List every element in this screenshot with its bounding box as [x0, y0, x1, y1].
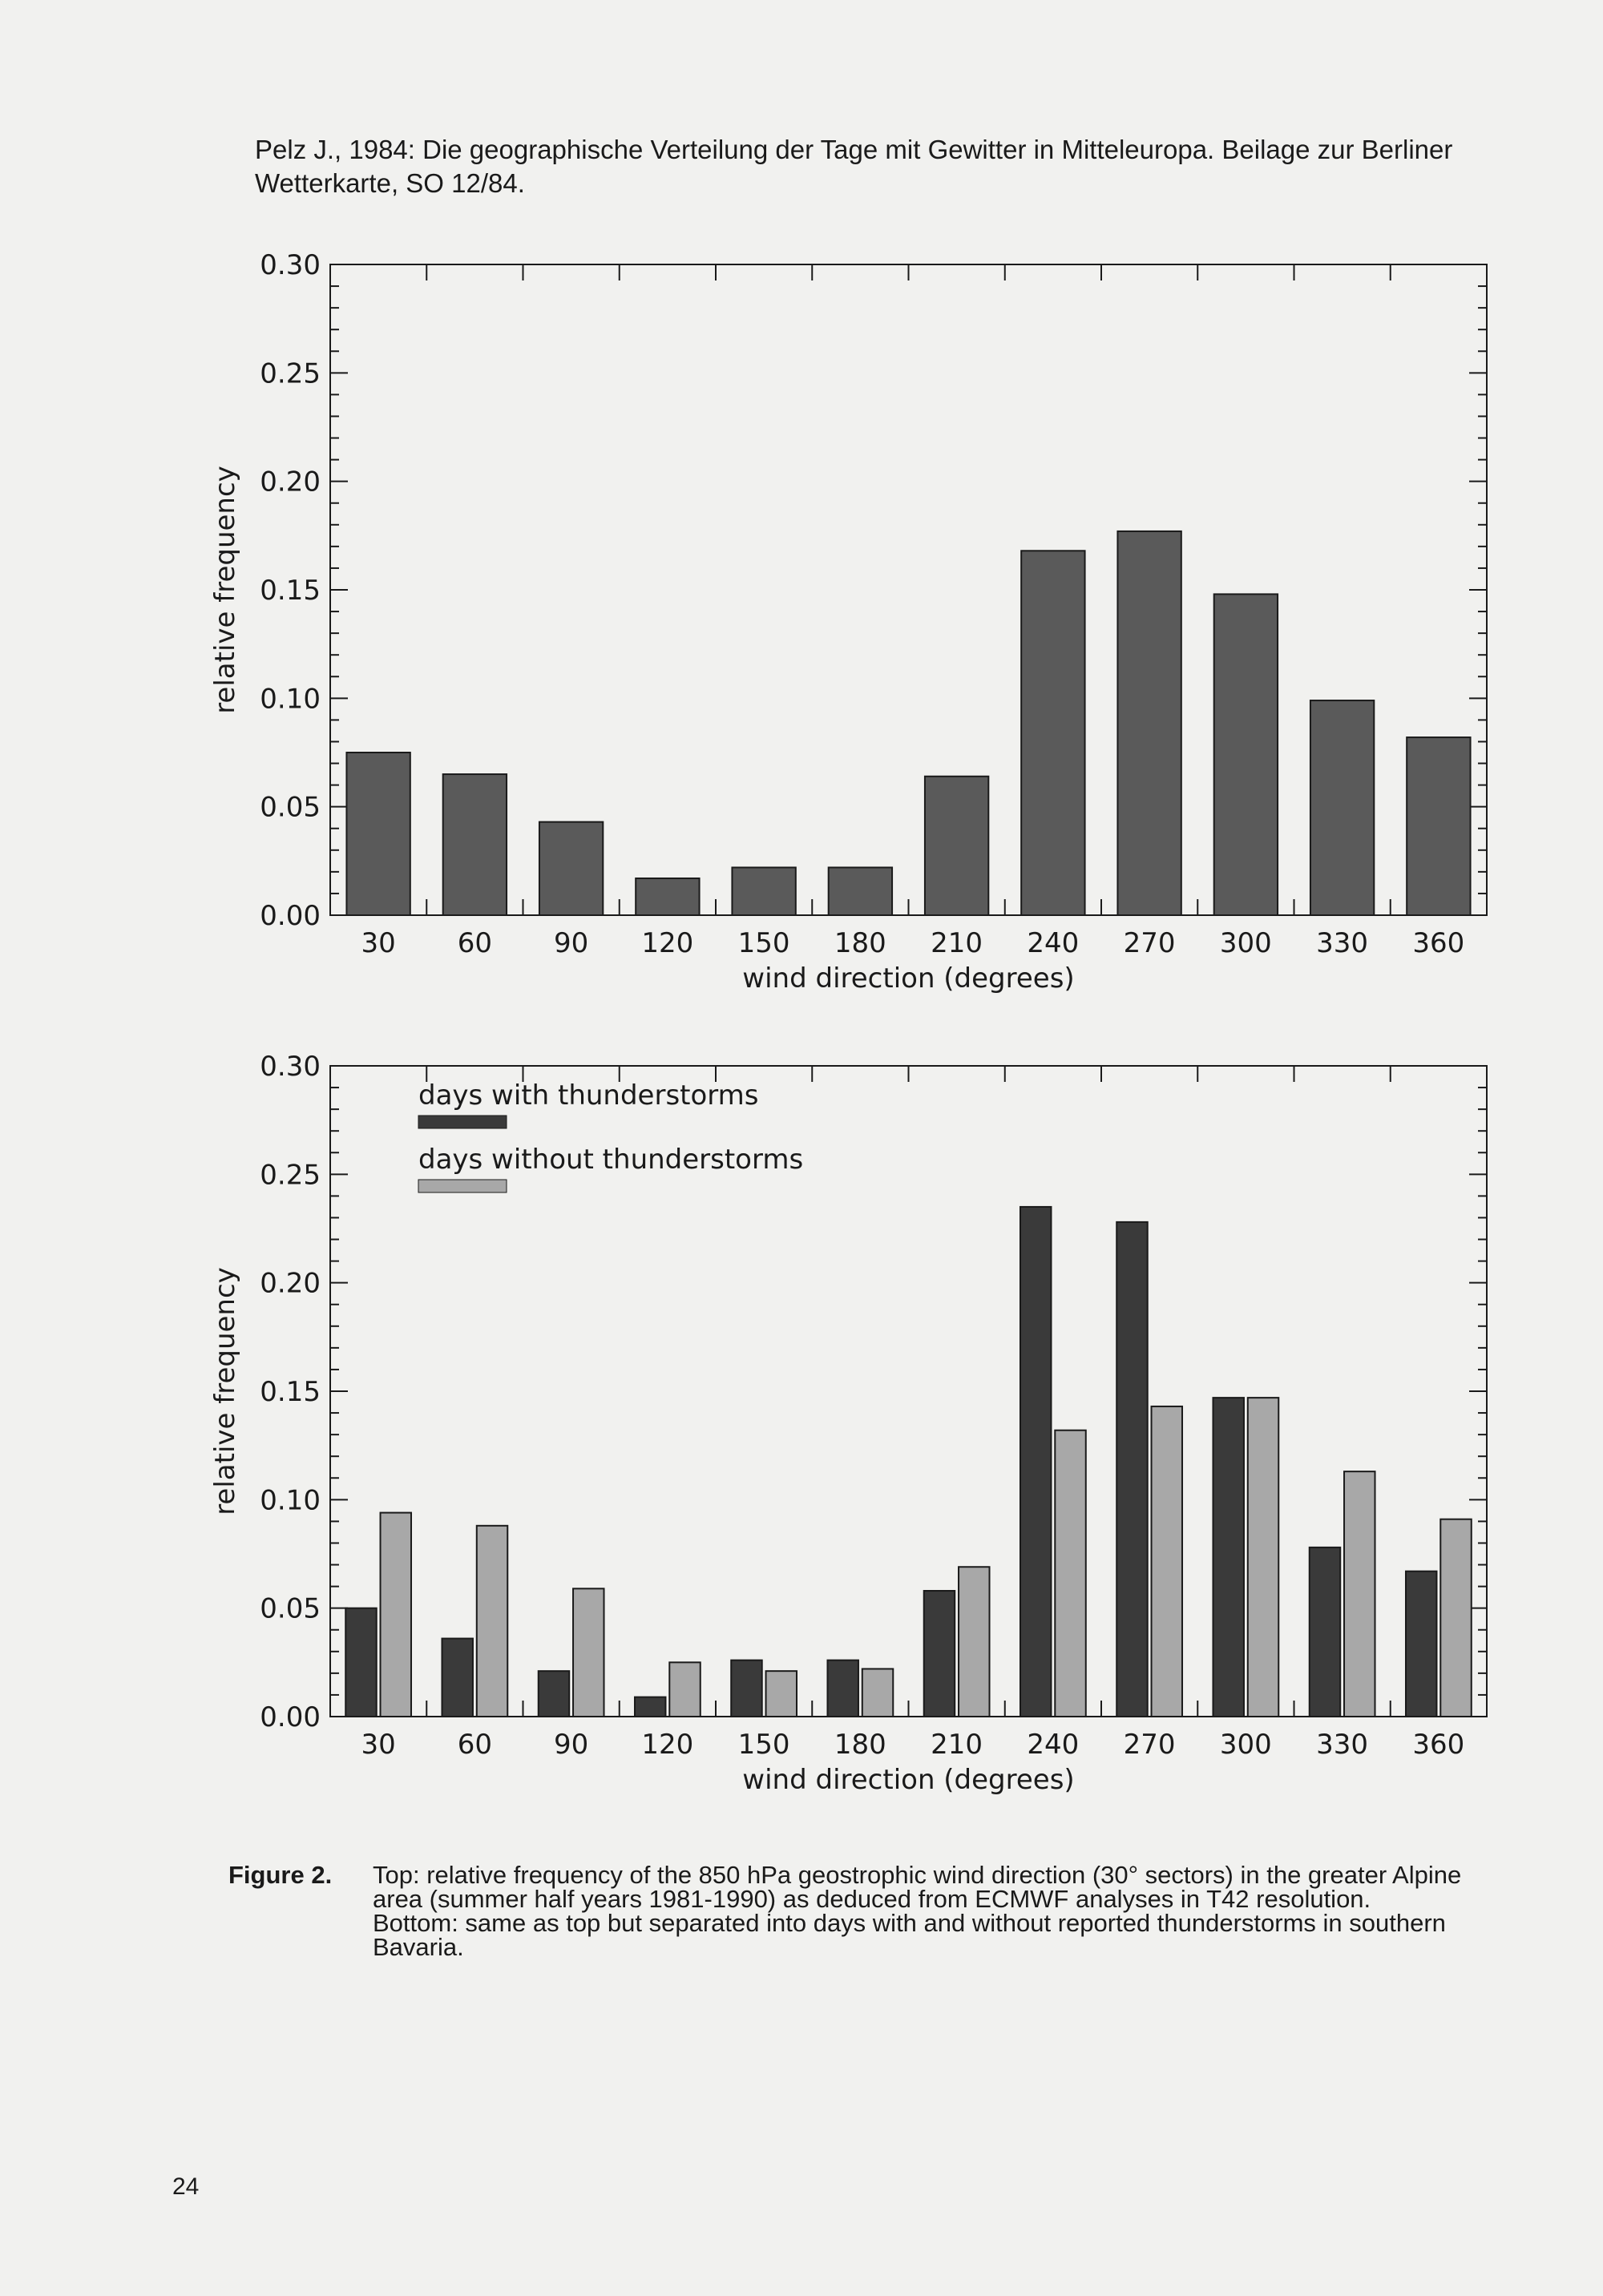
bar-without-300 — [1248, 1398, 1278, 1717]
y-tick-label: 0.10 — [260, 1484, 321, 1517]
caption-line-bottom: Bottom: same as top but separated into days with and without reported thunderstorms in southern Bavaria. — [373, 1909, 1446, 1961]
x-axis-label: wind direction (degrees) — [742, 1764, 1075, 1796]
bar-without-60 — [477, 1526, 507, 1717]
y-tick-label: 0.30 — [260, 1051, 321, 1083]
x-tick-label: 90 — [553, 1729, 589, 1761]
bar-with-90 — [539, 1671, 569, 1717]
y-tick-label: 0.20 — [260, 466, 321, 498]
bar-without-90 — [573, 1588, 604, 1717]
caption-line-top: Top: relative frequency of the 850 hPa geostrophic wind direction (30° sectors) in the greater Alpine area (summer half years 1981-1990) as deduced from ECMWF analyses in T42 resolution. — [373, 1861, 1462, 1913]
x-tick-label: 120 — [641, 927, 694, 959]
y-tick-label: 0.20 — [260, 1267, 321, 1300]
x-tick-label: 330 — [1316, 927, 1369, 959]
chart-top-svg — [0, 200, 1603, 1002]
x-tick-label: 150 — [737, 1729, 790, 1761]
x-tick-label: 210 — [931, 927, 983, 959]
x-tick-label: 240 — [1027, 1729, 1080, 1761]
bar-360 — [1407, 737, 1470, 915]
reference-text: Pelz J., 1984: Die geographische Verteilung der Tage mit Gewitter in Mitteleuropa. Beilage zur Berliner Wetterkarte, SO 12/84. — [255, 135, 1453, 198]
bar-without-30 — [381, 1513, 411, 1717]
y-tick-label: 0.25 — [260, 357, 321, 390]
bar-with-330 — [1310, 1547, 1340, 1717]
legend-label-without: days without thunderstorms — [418, 1144, 804, 1176]
bar-60 — [443, 774, 507, 915]
x-tick-label: 300 — [1219, 927, 1272, 959]
caption-label: Figure 2. — [228, 1861, 333, 1889]
x-tick-label: 150 — [737, 927, 790, 959]
y-tick-label: 0.25 — [260, 1159, 321, 1192]
bar-120 — [636, 878, 699, 915]
bar-with-150 — [731, 1660, 761, 1717]
bar-without-330 — [1344, 1471, 1375, 1717]
y-tick-label: 0.30 — [260, 249, 321, 281]
bar-without-360 — [1440, 1519, 1471, 1717]
x-tick-label: 240 — [1027, 927, 1080, 959]
x-tick-label: 210 — [931, 1729, 983, 1761]
y-tick-label: 0.10 — [260, 683, 321, 716]
bar-without-180 — [862, 1669, 893, 1717]
x-tick-label: 330 — [1316, 1729, 1369, 1761]
y-tick-label: 0.15 — [260, 1376, 321, 1408]
bar-without-270 — [1152, 1406, 1182, 1717]
x-tick-label: 60 — [457, 927, 493, 959]
bar-with-210 — [924, 1591, 955, 1717]
bar-180 — [829, 867, 892, 915]
bar-without-210 — [959, 1567, 989, 1717]
chart-top — [0, 200, 1603, 1002]
bar-with-180 — [827, 1660, 858, 1717]
legend-swatch-with — [418, 1116, 507, 1128]
x-axis-label: wind direction (degrees) — [742, 962, 1075, 995]
bar-300 — [1214, 594, 1278, 915]
legend-label-with: days with thunderstorms — [418, 1079, 759, 1112]
x-tick-label: 180 — [834, 1729, 886, 1761]
bar-with-270 — [1116, 1222, 1147, 1717]
bar-90 — [539, 822, 603, 915]
legend-swatch-without — [418, 1180, 507, 1192]
x-tick-label: 90 — [553, 927, 589, 959]
y-tick-label: 0.05 — [260, 1592, 321, 1625]
x-tick-label: 270 — [1123, 1729, 1176, 1761]
bar-without-240 — [1055, 1430, 1085, 1717]
y-tick-label: 0.05 — [260, 791, 321, 824]
bar-210 — [925, 777, 988, 915]
x-tick-label: 360 — [1412, 927, 1465, 959]
bar-with-30 — [345, 1608, 376, 1717]
bar-without-150 — [766, 1671, 797, 1717]
y-tick-label: 0.00 — [260, 1701, 321, 1733]
bar-with-300 — [1213, 1398, 1243, 1717]
bar-240 — [1021, 551, 1084, 915]
bar-330 — [1310, 700, 1374, 915]
y-axis-label: relative frequency — [209, 466, 241, 714]
bar-30 — [346, 753, 410, 915]
bar-with-360 — [1406, 1572, 1436, 1717]
bar-with-240 — [1020, 1207, 1051, 1717]
x-tick-label: 270 — [1123, 927, 1176, 959]
y-tick-label: 0.15 — [260, 575, 321, 607]
x-tick-label: 120 — [641, 1729, 694, 1761]
caption-text — [373, 1863, 1479, 1959]
chart-bottom — [0, 1002, 1603, 1803]
x-tick-label: 300 — [1219, 1729, 1272, 1761]
bar-150 — [732, 867, 795, 915]
page-number: 24 — [172, 2173, 200, 2200]
chart-bottom-svg — [0, 1002, 1603, 1803]
figure-caption — [228, 1863, 1479, 1959]
bar-with-120 — [635, 1697, 665, 1717]
x-tick-label: 360 — [1412, 1729, 1465, 1761]
x-tick-label: 30 — [361, 927, 396, 959]
bar-with-60 — [442, 1639, 472, 1717]
x-tick-label: 180 — [834, 927, 886, 959]
bar-270 — [1117, 531, 1181, 915]
x-tick-label: 30 — [361, 1729, 396, 1761]
bar-without-120 — [669, 1662, 700, 1717]
x-tick-label: 60 — [457, 1729, 493, 1761]
y-axis-label: relative frequency — [209, 1267, 241, 1515]
y-tick-label: 0.00 — [260, 900, 321, 932]
